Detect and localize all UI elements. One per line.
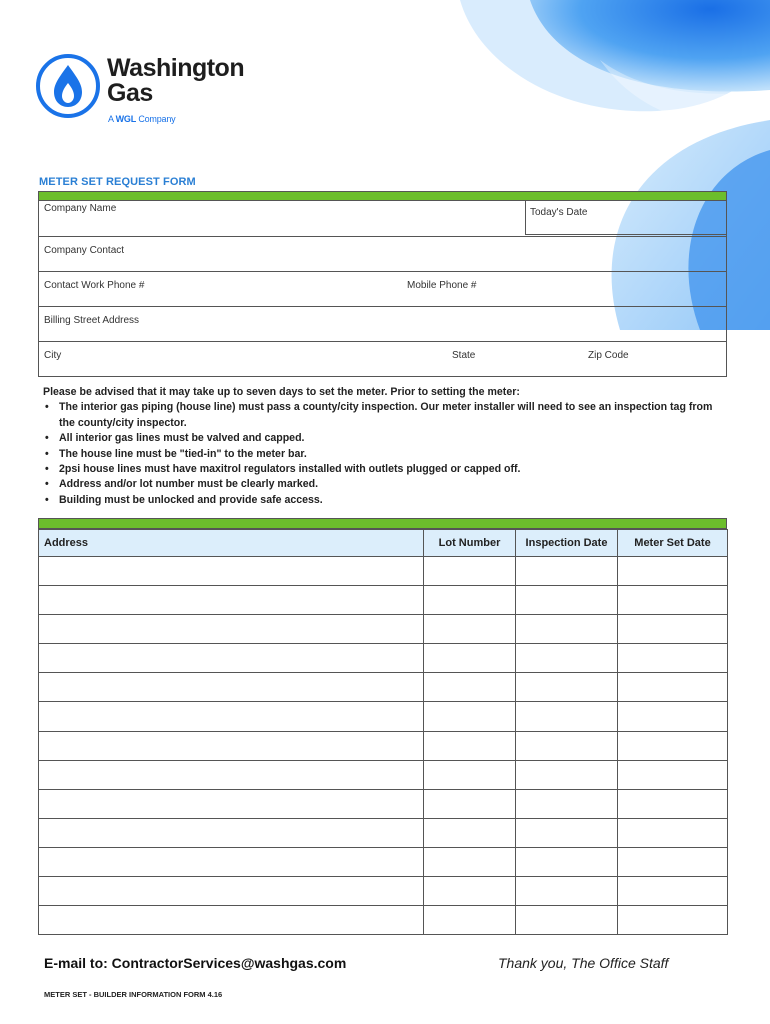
lot-number-cell[interactable] <box>424 789 516 818</box>
meter-requirements-notice <box>43 385 723 508</box>
address-cell[interactable] <box>39 906 424 935</box>
green-header-bar <box>38 191 727 201</box>
table-row <box>39 673 728 702</box>
meter-set-date-cell[interactable] <box>618 557 728 586</box>
lot-number-cell[interactable] <box>424 557 516 586</box>
meter-set-date-cell[interactable] <box>618 818 728 847</box>
table-row <box>39 557 728 586</box>
todays-date-field[interactable] <box>525 201 726 235</box>
inspection-date-cell[interactable] <box>516 818 618 847</box>
state-label: State <box>452 350 476 361</box>
address-cell[interactable] <box>39 673 424 702</box>
company-name-label: Company Name <box>44 203 117 214</box>
address-cell[interactable] <box>39 789 424 818</box>
inspection-date-cell[interactable] <box>516 673 618 702</box>
tagline-suffix: Company <box>136 114 176 124</box>
lot-number-cell[interactable] <box>424 615 516 644</box>
form-footer: METER SET - BUILDER INFORMATION FORM 4.16 <box>44 990 223 999</box>
tagline-prefix: A <box>108 114 116 124</box>
zip-code-label: Zip Code <box>588 350 629 361</box>
lot-number-cell[interactable] <box>424 760 516 789</box>
meter-set-date-cell[interactable] <box>618 673 728 702</box>
flame-logo-icon <box>35 53 101 119</box>
meter-set-date-cell[interactable] <box>618 731 728 760</box>
lot-number-column-header: Lot Number <box>424 530 516 557</box>
green-table-bar <box>38 518 727 529</box>
address-cell[interactable] <box>39 731 424 760</box>
table-row <box>39 847 728 876</box>
meter-set-date-cell[interactable] <box>618 702 728 731</box>
billing-address-field[interactable] <box>38 307 727 342</box>
address-cell[interactable] <box>39 702 424 731</box>
inspection-date-cell[interactable] <box>516 906 618 935</box>
table-row <box>39 818 728 847</box>
meter-set-date-cell[interactable] <box>618 877 728 906</box>
address-cell[interactable] <box>39 586 424 615</box>
company-name-line2: Gas <box>107 79 153 107</box>
lot-number-cell[interactable] <box>424 847 516 876</box>
todays-date-label: Today's Date <box>530 207 588 218</box>
company-name-row[interactable] <box>38 201 727 237</box>
table-row <box>39 615 728 644</box>
inspection-date-cell[interactable] <box>516 760 618 789</box>
meter-set-table-wrapper <box>38 518 727 935</box>
meter-set-date-cell[interactable] <box>618 586 728 615</box>
table-row <box>39 702 728 731</box>
lot-number-cell[interactable] <box>424 644 516 673</box>
meter-set-date-cell[interactable] <box>618 760 728 789</box>
inspection-date-cell[interactable] <box>516 877 618 906</box>
inspection-date-cell[interactable] <box>516 702 618 731</box>
inspection-date-column-header: Inspection Date <box>516 530 618 557</box>
requirements-list <box>43 400 723 508</box>
requirement-item: • All interior gas lines must be valved and capped. <box>43 431 723 446</box>
lot-number-cell[interactable] <box>424 818 516 847</box>
meter-set-date-column-header: Meter Set Date <box>618 530 728 557</box>
lot-number-cell[interactable] <box>424 906 516 935</box>
address-cell[interactable] <box>39 847 424 876</box>
phone-row[interactable] <box>38 272 727 307</box>
meter-set-date-cell[interactable] <box>618 615 728 644</box>
inspection-date-cell[interactable] <box>516 557 618 586</box>
address-cell[interactable] <box>39 877 424 906</box>
inspection-date-cell[interactable] <box>516 586 618 615</box>
city-label: City <box>44 350 62 361</box>
form-title: METER SET REQUEST FORM <box>39 176 196 188</box>
inspection-date-cell[interactable] <box>516 644 618 673</box>
company-name-line1: Washington <box>107 54 245 82</box>
requirement-item: • The house line must be "tied-in" to the meter bar. <box>43 447 723 462</box>
table-row <box>39 644 728 673</box>
requirement-item: • Address and/or lot number must be clearly marked. <box>43 477 723 492</box>
inspection-date-cell[interactable] <box>516 789 618 818</box>
table-row <box>39 760 728 789</box>
meter-set-date-cell[interactable] <box>618 847 728 876</box>
table-row <box>39 877 728 906</box>
address-cell[interactable] <box>39 644 424 673</box>
inspection-date-cell[interactable] <box>516 847 618 876</box>
meter-set-date-cell[interactable] <box>618 644 728 673</box>
thank-you-note: Thank you, The Office Staff <box>498 955 669 971</box>
table-row <box>39 789 728 818</box>
washington-gas-logo <box>35 50 275 130</box>
address-column-header: Address <box>39 530 424 557</box>
table-row <box>39 586 728 615</box>
lot-number-cell[interactable] <box>424 673 516 702</box>
inspection-date-cell[interactable] <box>516 615 618 644</box>
company-contact-field[interactable] <box>38 237 727 272</box>
tagline-brand: WGL <box>115 114 137 124</box>
lot-number-cell[interactable] <box>424 702 516 731</box>
lot-number-cell[interactable] <box>424 877 516 906</box>
table-row <box>39 906 728 935</box>
billing-address-label: Billing Street Address <box>44 315 140 326</box>
address-cell[interactable] <box>39 557 424 586</box>
requirement-item: • Building must be unlocked and provide safe access. <box>43 493 723 508</box>
city-state-zip-row[interactable] <box>38 342 727 377</box>
address-cell[interactable] <box>39 615 424 644</box>
mobile-phone-label: Mobile Phone # <box>407 280 477 291</box>
company-contact-label: Company Contact <box>44 245 125 256</box>
requirement-item: • The interior gas piping (house line) must pass a county/city inspection. Our meter installer will need to see an inspection tag from the county/city inspector. <box>43 400 723 431</box>
inspection-date-cell[interactable] <box>516 731 618 760</box>
company-name <box>107 56 244 106</box>
address-cell[interactable] <box>39 760 424 789</box>
address-cell[interactable] <box>39 818 424 847</box>
table-row <box>39 731 728 760</box>
table-body <box>39 557 728 935</box>
requirement-item: • 2psi house lines must have maxitrol regulators installed with outlets plugged or capped off. <box>43 462 723 477</box>
lot-number-cell[interactable] <box>424 586 516 615</box>
meter-set-date-cell[interactable] <box>618 789 728 818</box>
table-header-row <box>39 530 728 557</box>
work-phone-label: Contact Work Phone # <box>44 280 145 291</box>
meter-set-table <box>38 529 728 935</box>
lot-number-cell[interactable] <box>424 731 516 760</box>
notice-intro: Please be advised that it may take up to seven days to set the meter. Prior to setting the meter: <box>43 386 520 398</box>
contact-info-box <box>38 191 727 377</box>
meter-set-date-cell[interactable] <box>618 906 728 935</box>
company-tagline <box>108 114 175 124</box>
email-instruction: E-mail to: ContractorServices@washgas.com <box>44 955 347 971</box>
